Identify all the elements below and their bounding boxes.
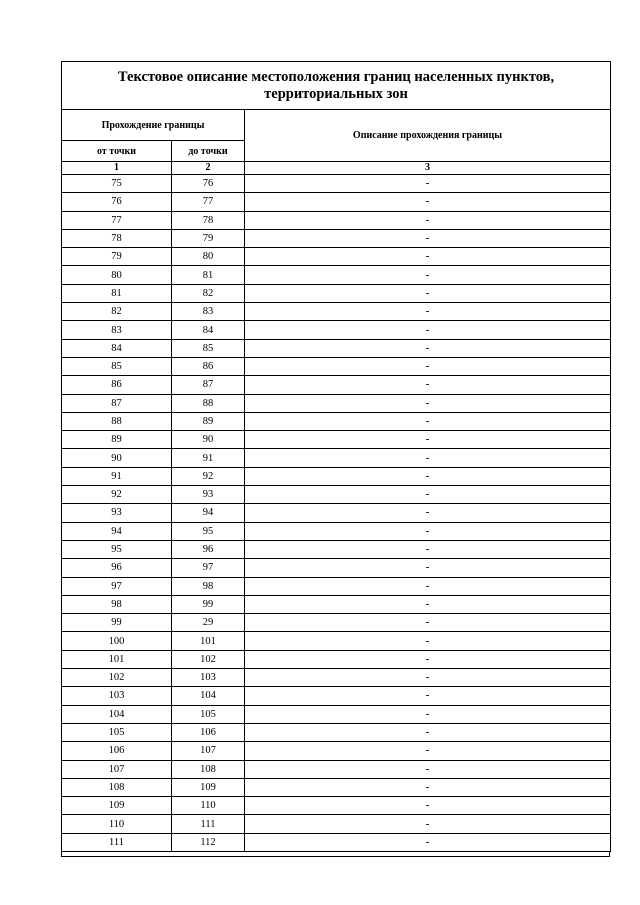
description-cell: -: [245, 705, 611, 723]
description-cell: -: [245, 833, 611, 851]
description-cell: -: [245, 614, 611, 632]
to-point-cell: 87: [172, 376, 245, 394]
from-point-cell: 98: [62, 595, 172, 613]
table-row: [62, 467, 611, 485]
to-point-cell: 84: [172, 321, 245, 339]
header-from-point: от точки: [62, 141, 172, 162]
from-point-cell: 96: [62, 559, 172, 577]
from-point-cell: 111: [62, 833, 172, 851]
from-point-cell: 109: [62, 797, 172, 815]
description-cell: -: [245, 248, 611, 266]
to-point-cell: 82: [172, 284, 245, 302]
table-row: [62, 175, 611, 193]
table-row: [62, 669, 611, 687]
from-point-cell: 107: [62, 760, 172, 778]
description-cell: -: [245, 778, 611, 796]
from-point-cell: 93: [62, 504, 172, 522]
description-cell: -: [245, 797, 611, 815]
from-point-cell: 79: [62, 248, 172, 266]
description-cell: -: [245, 742, 611, 760]
to-point-cell: 29: [172, 614, 245, 632]
from-point-cell: 87: [62, 394, 172, 412]
description-cell: -: [245, 632, 611, 650]
to-point-cell: 93: [172, 486, 245, 504]
table-row: [62, 412, 611, 430]
description-cell: -: [245, 723, 611, 741]
from-point-cell: 86: [62, 376, 172, 394]
table-row: [62, 248, 611, 266]
to-point-cell: 92: [172, 467, 245, 485]
table-row: [62, 449, 611, 467]
description-cell: -: [245, 522, 611, 540]
to-point-cell: 79: [172, 229, 245, 247]
description-cell: -: [245, 193, 611, 211]
from-point-cell: 85: [62, 357, 172, 375]
boundary-description-document: [61, 61, 610, 857]
to-point-cell: 105: [172, 705, 245, 723]
to-point-cell: 76: [172, 175, 245, 193]
to-point-cell: 81: [172, 266, 245, 284]
to-point-cell: 99: [172, 595, 245, 613]
from-point-cell: 94: [62, 522, 172, 540]
boundary-table: [61, 61, 611, 852]
table-row: [62, 303, 611, 321]
column-number-1: 1: [62, 162, 172, 175]
column-number-3: 3: [245, 162, 611, 175]
from-point-cell: 84: [62, 339, 172, 357]
table-row: [62, 284, 611, 302]
table-row: [62, 595, 611, 613]
description-cell: -: [245, 376, 611, 394]
to-point-cell: 83: [172, 303, 245, 321]
description-cell: -: [245, 211, 611, 229]
from-point-cell: 82: [62, 303, 172, 321]
from-point-cell: 80: [62, 266, 172, 284]
to-point-cell: 97: [172, 559, 245, 577]
table-row: [62, 486, 611, 504]
description-cell: -: [245, 669, 611, 687]
to-point-cell: 77: [172, 193, 245, 211]
table-row: [62, 632, 611, 650]
to-point-cell: 80: [172, 248, 245, 266]
from-point-cell: 89: [62, 431, 172, 449]
description-cell: -: [245, 449, 611, 467]
from-point-cell: 92: [62, 486, 172, 504]
to-point-cell: 98: [172, 577, 245, 595]
from-point-cell: 101: [62, 650, 172, 668]
table-row: [62, 687, 611, 705]
header-row-column-numbers: [62, 162, 611, 175]
description-cell: -: [245, 303, 611, 321]
table-row: [62, 705, 611, 723]
table-row: [62, 540, 611, 558]
description-cell: -: [245, 687, 611, 705]
table-row: [62, 797, 611, 815]
header-boundary-passage: Прохождение границы: [62, 110, 245, 141]
description-cell: -: [245, 266, 611, 284]
description-cell: -: [245, 540, 611, 558]
description-cell: -: [245, 394, 611, 412]
table-row: [62, 650, 611, 668]
from-point-cell: 103: [62, 687, 172, 705]
table-row: [62, 833, 611, 851]
to-point-cell: 102: [172, 650, 245, 668]
description-cell: -: [245, 339, 611, 357]
table-row: [62, 266, 611, 284]
from-point-cell: 110: [62, 815, 172, 833]
description-cell: -: [245, 229, 611, 247]
to-point-cell: 101: [172, 632, 245, 650]
table-row: [62, 211, 611, 229]
to-point-cell: 112: [172, 833, 245, 851]
table-row: [62, 742, 611, 760]
to-point-cell: 88: [172, 394, 245, 412]
header-row-group: [62, 110, 611, 141]
column-number-2: 2: [172, 162, 245, 175]
to-point-cell: 95: [172, 522, 245, 540]
to-point-cell: 78: [172, 211, 245, 229]
table-row: [62, 559, 611, 577]
from-point-cell: 78: [62, 229, 172, 247]
description-cell: -: [245, 595, 611, 613]
from-point-cell: 102: [62, 669, 172, 687]
from-point-cell: 88: [62, 412, 172, 430]
boundary-table-body: [62, 62, 611, 852]
from-point-cell: 104: [62, 705, 172, 723]
from-point-cell: 99: [62, 614, 172, 632]
description-cell: -: [245, 412, 611, 430]
table-row: [62, 577, 611, 595]
to-point-cell: 86: [172, 357, 245, 375]
to-point-cell: 96: [172, 540, 245, 558]
table-continuation: [61, 852, 610, 857]
from-point-cell: 108: [62, 778, 172, 796]
description-cell: -: [245, 577, 611, 595]
to-point-cell: 111: [172, 815, 245, 833]
from-point-cell: 100: [62, 632, 172, 650]
to-point-cell: 89: [172, 412, 245, 430]
table-row: [62, 229, 611, 247]
to-point-cell: 90: [172, 431, 245, 449]
description-cell: -: [245, 559, 611, 577]
description-cell: -: [245, 321, 611, 339]
from-point-cell: 106: [62, 742, 172, 760]
to-point-cell: 110: [172, 797, 245, 815]
to-point-cell: 91: [172, 449, 245, 467]
table-row: [62, 193, 611, 211]
description-cell: -: [245, 650, 611, 668]
table-row: [62, 504, 611, 522]
to-point-cell: 103: [172, 669, 245, 687]
table-row: [62, 614, 611, 632]
table-row: [62, 431, 611, 449]
table-row: [62, 522, 611, 540]
table-row: [62, 376, 611, 394]
table-row: [62, 394, 611, 412]
table-row: [62, 723, 611, 741]
from-point-cell: 75: [62, 175, 172, 193]
from-point-cell: 83: [62, 321, 172, 339]
document-title: Текстовое описание местоположения границ населенных пунктов, территориальных зон: [62, 62, 611, 110]
description-cell: -: [245, 175, 611, 193]
description-cell: -: [245, 284, 611, 302]
from-point-cell: 76: [62, 193, 172, 211]
from-point-cell: 90: [62, 449, 172, 467]
description-cell: -: [245, 504, 611, 522]
to-point-cell: 104: [172, 687, 245, 705]
description-cell: -: [245, 431, 611, 449]
table-row: [62, 357, 611, 375]
from-point-cell: 95: [62, 540, 172, 558]
from-point-cell: 91: [62, 467, 172, 485]
to-point-cell: 108: [172, 760, 245, 778]
title-row: [62, 62, 611, 110]
to-point-cell: 85: [172, 339, 245, 357]
table-row: [62, 339, 611, 357]
description-cell: -: [245, 815, 611, 833]
table-row: [62, 778, 611, 796]
to-point-cell: 94: [172, 504, 245, 522]
table-row: [62, 760, 611, 778]
description-cell: -: [245, 467, 611, 485]
header-description: Описание прохождения границы: [245, 110, 611, 162]
to-point-cell: 106: [172, 723, 245, 741]
to-point-cell: 107: [172, 742, 245, 760]
table-row: [62, 815, 611, 833]
from-point-cell: 77: [62, 211, 172, 229]
description-cell: -: [245, 760, 611, 778]
from-point-cell: 97: [62, 577, 172, 595]
description-cell: -: [245, 357, 611, 375]
from-point-cell: 81: [62, 284, 172, 302]
header-to-point: до точки: [172, 141, 245, 162]
to-point-cell: 109: [172, 778, 245, 796]
table-row: [62, 321, 611, 339]
description-cell: -: [245, 486, 611, 504]
from-point-cell: 105: [62, 723, 172, 741]
